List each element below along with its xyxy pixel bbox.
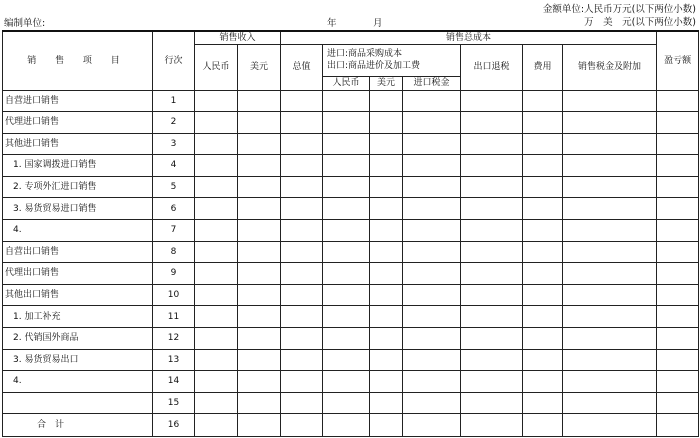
year-label: 年	[327, 18, 337, 29]
header-sales-revenue: 销售收入	[195, 31, 281, 44]
header-sales-tax: 销售税金及附加	[563, 44, 657, 90]
row-line-number: 1	[153, 90, 195, 112]
row-line-number: 16	[153, 414, 195, 437]
table-header	[3, 31, 699, 90]
row-label: 代理进口销售	[3, 112, 153, 134]
table-row	[3, 198, 699, 220]
row-label	[3, 392, 153, 414]
table-row	[3, 220, 699, 242]
table-row	[3, 155, 699, 177]
header-cost-rmb: 人民币	[323, 76, 370, 90]
row-line-number: 4	[153, 155, 195, 177]
table-row	[3, 306, 699, 328]
sales-cost-report-table	[2, 30, 699, 437]
header-expenses: 费用	[523, 44, 563, 90]
table-row	[3, 349, 699, 371]
row-label: 3. 易货贸易进口销售	[3, 198, 153, 220]
row-line-number: 2	[153, 112, 195, 134]
row-label: 2. 代销国外商品	[3, 328, 153, 350]
header-profit-loss: 盈亏额	[657, 31, 699, 90]
header-import-cost-label: 进口:商品采购成本	[327, 48, 403, 59]
row-line-number: 3	[153, 133, 195, 155]
table-row	[3, 371, 699, 393]
table-row	[3, 284, 699, 306]
header-export-tax-rebate: 出口退税	[461, 44, 523, 90]
row-line-number: 11	[153, 306, 195, 328]
header-cost-total: 总值	[281, 44, 323, 90]
table-row	[3, 176, 699, 198]
table-row	[3, 328, 699, 350]
row-line-number: 8	[153, 241, 195, 263]
row-line-number: 12	[153, 328, 195, 350]
row-label: 3. 易货贸易出口	[3, 349, 153, 371]
table-row	[3, 133, 699, 155]
row-label: 其他出口销售	[3, 284, 153, 306]
row-label: 1. 国家调拨进口销售	[3, 155, 153, 177]
row-label: 自营进口销售	[3, 90, 153, 112]
header-revenue-rmb: 人民币	[195, 44, 238, 90]
header-export-cost-label: 出口:商品进价及加工费	[327, 61, 421, 71]
header-sales-item: 销 售 项 目	[3, 31, 153, 90]
row-label: 其他进口销售	[3, 133, 153, 155]
header-purchase-cost	[323, 44, 461, 76]
header-import-tax: 进口税金	[403, 76, 461, 90]
row-label: 自营出口销售	[3, 241, 153, 263]
row-label: 2. 专项外汇进口销售	[3, 176, 153, 198]
row-line-number: 14	[153, 371, 195, 393]
table-row	[3, 392, 699, 414]
row-line-number: 5	[153, 176, 195, 198]
header-total-sales-cost: 销售总成本	[281, 31, 657, 44]
amount-unit-rmb: 金额单位:人民币万元(以下两位小数)	[542, 4, 696, 15]
row-label: 1. 加工补充	[3, 306, 153, 328]
row-line-number: 10	[153, 284, 195, 306]
table-row	[3, 241, 699, 263]
table-row	[3, 90, 699, 112]
header-line-number: 行次	[153, 31, 195, 90]
row-label: 4.	[3, 371, 153, 393]
row-line-number: 6	[153, 198, 195, 220]
header-cost-usd: 美元	[370, 76, 403, 90]
report-period	[327, 15, 383, 29]
row-label: 4.	[3, 220, 153, 242]
table-row-total	[3, 414, 699, 437]
table-row	[3, 112, 699, 134]
amount-unit-usd: 万 美 元(以下两位小数)	[584, 17, 696, 28]
row-line-number: 9	[153, 263, 195, 285]
table-row	[3, 263, 699, 285]
month-label: 月	[373, 18, 383, 29]
table-body	[3, 90, 699, 437]
row-label: 代理出口销售	[3, 263, 153, 285]
row-label: 合 计	[3, 414, 153, 437]
row-line-number: 15	[153, 392, 195, 414]
header-revenue-usd: 美元	[238, 44, 281, 90]
row-line-number: 7	[153, 220, 195, 242]
compiling-unit-label: 编制单位:	[4, 18, 46, 29]
row-line-number: 13	[153, 349, 195, 371]
